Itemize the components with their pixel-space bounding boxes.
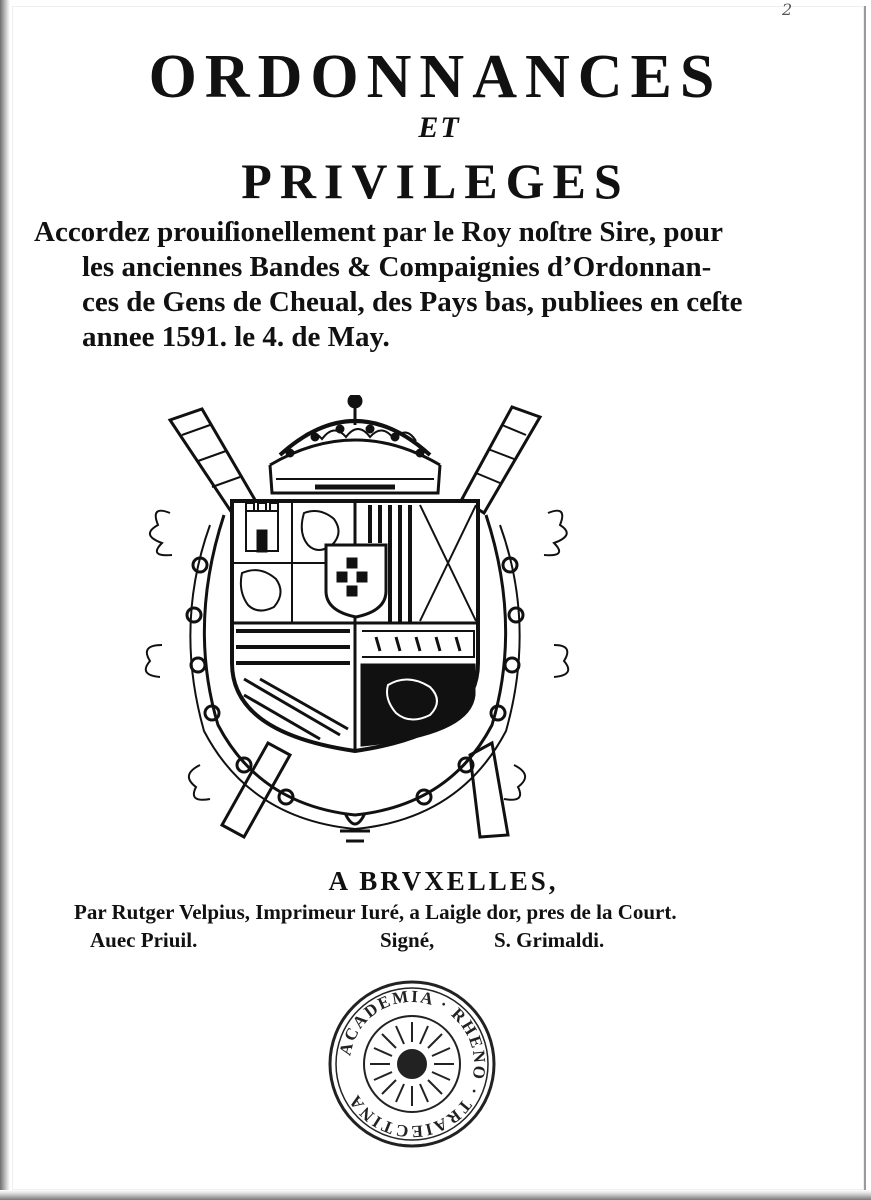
subtitle-line: annee 1591. le 4. de May. bbox=[82, 321, 390, 353]
subtitle-line: les anciennes Bandes & Compaignies d’Ordonnan- bbox=[82, 251, 712, 283]
coat-of-arms-woodcut bbox=[140, 395, 570, 845]
imprint-city: A BRVXELLES, bbox=[328, 866, 559, 896]
signatory-name: S. Grimaldi. bbox=[494, 928, 605, 952]
crown bbox=[270, 395, 440, 493]
library-stamp bbox=[326, 978, 498, 1150]
signed-text: Signé, bbox=[380, 928, 435, 952]
privilege-text: Auec Priuil. bbox=[90, 928, 198, 952]
subtitle-line: ces de Gens de Cheual, des Pays bas, publiees en ceſte bbox=[82, 286, 743, 318]
subtitle-block bbox=[34, 215, 774, 355]
subtitle-line: Accordez prouiſionellement par le Roy noſtre Sire, pour bbox=[34, 216, 723, 248]
title-ordonnances: ORDONNANCES bbox=[148, 43, 723, 111]
folio-number: 2 bbox=[782, 0, 793, 19]
sun-emblem-icon bbox=[370, 1022, 454, 1106]
stamp-text: ACADEMIA · RHENO · TRAIECTINA bbox=[335, 986, 490, 1142]
imprint-printer: Par Rutger Velpius, Imprimeur Iuré, a Laigle dor, pres de la Court. bbox=[74, 900, 677, 924]
title-et: ET bbox=[418, 111, 461, 144]
title-privileges: PRIVILEGES bbox=[241, 153, 630, 209]
shield bbox=[232, 501, 478, 751]
page-bottom-edge bbox=[0, 1190, 871, 1200]
